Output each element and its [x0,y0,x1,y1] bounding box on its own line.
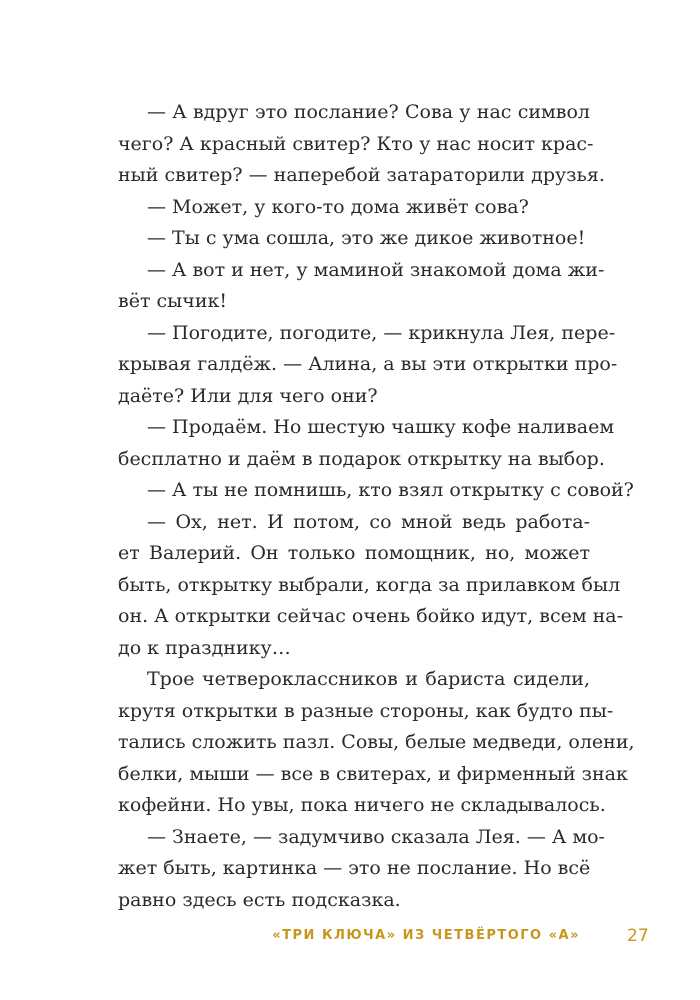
running-title: «ТРИ КЛЮЧА» ИЗ ЧЕТВЁРТОГО «А» [272,928,580,943]
text-line: равно здесь есть подсказка. [118,888,401,911]
text-line: чего? А красный свитер? Кто у нас носит крас- [118,132,594,155]
text-line: — Погодите, погодите, — крикнула Лея, пере- [147,321,616,344]
text-line: — Ты с ума сошла, это же дикое животное! [147,227,586,249]
text-line: быть, открытку выбрали, когда за прилавком был [118,573,621,596]
text-line: — Ох, нет. И потом, со мной ведь работа- [147,510,590,533]
body-text [118,97,635,916]
text-line: ный свитер? — наперебой затараторили друзья. [118,164,605,186]
text-line: Трое четвероклассников и бариста сидели, [147,668,590,690]
page-footer [0,924,700,948]
page-number: 27 [627,926,649,946]
text-line: крутя открытки в разные стороны, как будто пы- [118,699,614,722]
text-line: даёте? Или для чего они? [118,384,378,407]
text-line: ет Валерий. Он только помощник, но, может [118,542,590,564]
text-line: бесплатно и даём в подарок открытку на выбор. [118,447,605,470]
text-line: — Может, у кого-то дома живёт сова? [147,195,529,218]
text-line: тались сложить пазл. Совы, белые медведи, олени, [118,731,635,753]
text-line: жет быть, картинка — это не послание. Но всё [118,857,591,879]
text-line: кофейни. Но увы, пока ничего не складывалось. [118,794,606,816]
text-line: белки, мыши — все в свитерах, и фирменный знак [118,762,628,785]
text-line: — Продаём. Но шестую чашку кофе наливаем [147,416,615,438]
text-line: до к празднику… [118,636,291,659]
text-line: — Знаете, — задумчиво сказала Лея. — А мо- [147,825,605,848]
text-line: — А ты не помнишь, кто взял открытку с совой? [147,479,634,501]
text-line: — А вот и нет, у маминой знакомой дома жи- [147,258,605,281]
text-line: он. А открытки сейчас очень бойко идут, всем на- [118,605,624,627]
text-line: вёт сычик! [118,290,227,312]
text-line: — А вдруг это послание? Сова у нас символ [147,101,590,123]
text-line: крывая галдёж. — Алина, а вы эти открытки про- [118,353,618,375]
